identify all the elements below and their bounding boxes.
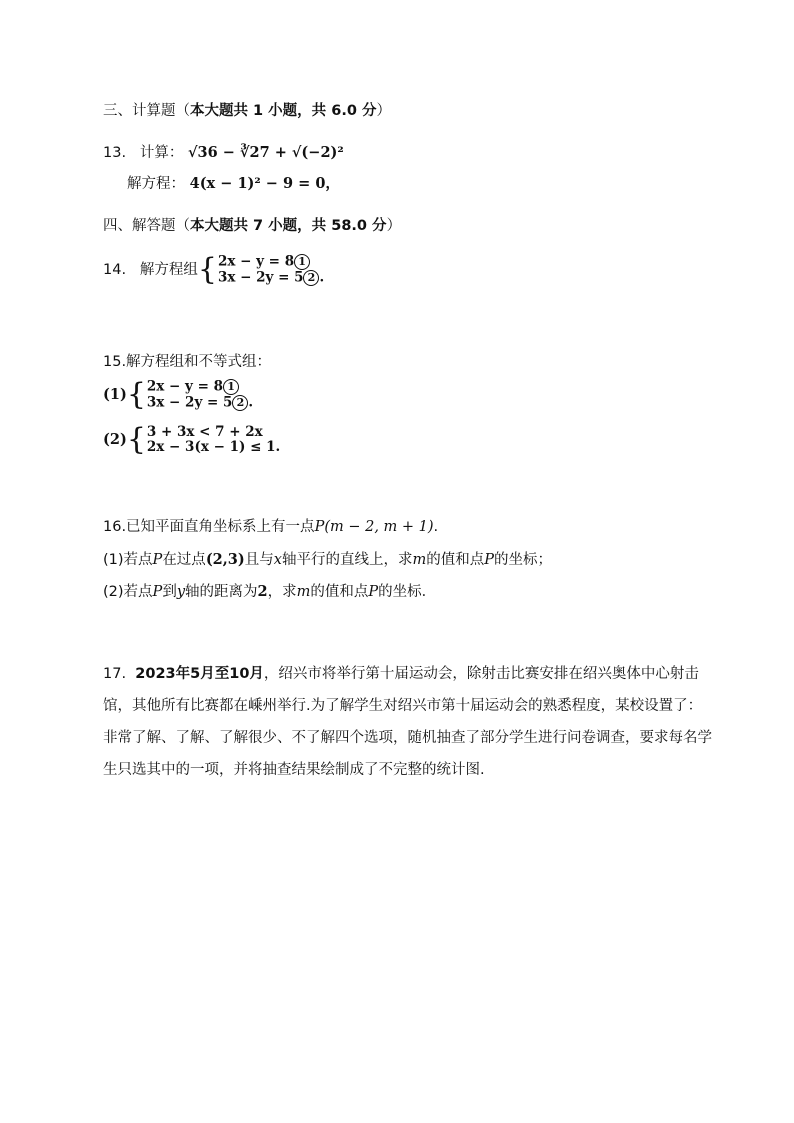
question-15-part-2: (2){3 + 3x < 7 + 2x 2x − 3(x − 1) ≤ 1. — [103, 422, 281, 457]
question-13-line-2: 解方程： 4(x − 1)² − 9 = 0， — [127, 175, 340, 192]
question-number: 14. — [103, 262, 127, 278]
question-15-title: 15.解方程组和不等式组： — [103, 354, 272, 370]
inequality-system: 3 + 3x < 7 + 2x 2x − 3(x − 1) ≤ 1. — [146, 424, 281, 455]
brace-icon: { — [197, 252, 217, 287]
question-14: 14. 解方程组{2x − y = 8 1 3x − 2y = 5 2 . — [103, 252, 325, 287]
math-expression: 4(x − 1)² − 9 = 0， — [189, 175, 340, 192]
brace-icon: { — [126, 422, 146, 457]
question-16-part-1: (1)若点P在过点(2,3)且与x轴平行的直线上，求m的值和点P的坐标； — [103, 551, 552, 568]
section-3-heading: 三、计算题（本大题共 1 小题，共 6.0 分） — [103, 103, 391, 119]
question-number: 13. — [103, 145, 127, 161]
equation-system: 2x − y = 8 1 3x − 2y = 5 2 . — [146, 378, 254, 411]
question-15-part-1: (1){2x − y = 8 1 3x − 2y = 5 2 . — [103, 377, 254, 412]
question-16-part-2: (2)若点P到y轴的距离为2，求m的值和点P的坐标． — [103, 583, 437, 600]
question-13-line-1: 13. 计算： √36 − ∛27 + √(−2)² — [103, 144, 344, 161]
question-16-title: 16.已知平面直角坐标系上有一点P(m − 2, m + 1). — [103, 519, 439, 535]
brace-icon: { — [126, 377, 146, 412]
section-4-heading: 四、解答题（本大题共 7 小题，共 58.0 分） — [103, 218, 402, 234]
equation-system: 2x − y = 8 1 3x − 2y = 5 2 . — [217, 253, 325, 286]
math-expression: √36 − ∛27 + √(−2)² — [188, 144, 344, 161]
question-number: 17. — [103, 666, 127, 682]
question-17: 17. 2023年5月至10月，绍兴市将举行第十届运动会，除射击比赛安排在绍兴奥体中心射击馆，其他所有比赛都在嵊州举行.为了解学生对绍兴市第十届运动会的熟悉程度，某校设置了：非常了解、了解、了解很少、不了解四个选项，随机抽查了部分学生进行问卷调查，要求每名学生只选其中的一项，并将抽查结果绘制成了不完整的统计图. — [103, 666, 712, 778]
question-body: ，绍兴市将举行第十届运动会，除射击比赛安排在绍兴奥体中心射击馆，其他所有比赛都在嵊州举行.为了解学生对绍兴市第十届运动会的熟悉程度，某校设置了：非常了解、了解、了解很少、不了解四个选项，随机抽查了部分学生进行问卷调查，要求每名学生只选其中的一项，并将抽查结果绘制成了不完整的统计图. — [103, 666, 712, 778]
